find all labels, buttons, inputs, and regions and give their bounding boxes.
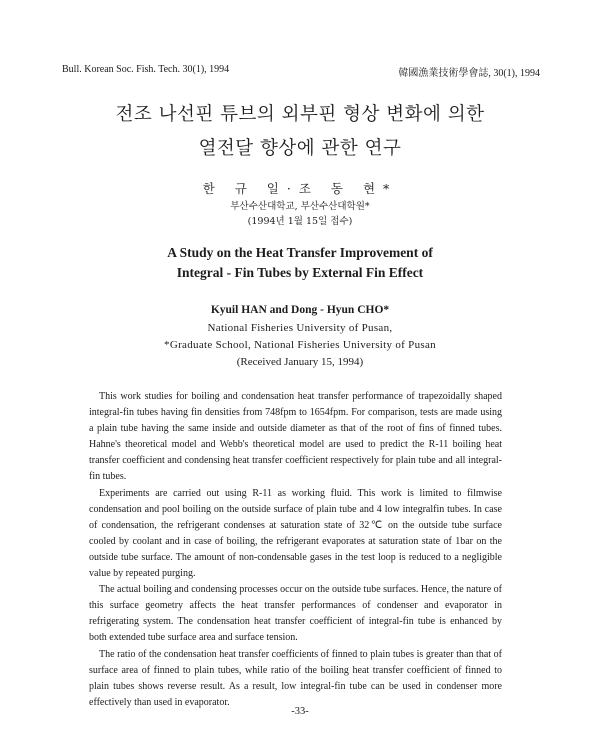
journal-header-english: Bull. Korean Soc. Fish. Tech. 30(1), 1994 xyxy=(62,64,230,75)
english-affiliation-2: *Graduate School, National Fisheries University of Pusan xyxy=(164,339,436,351)
english-title-line-2: Integral - Fin Tubes by External Fin Effect xyxy=(176,265,424,280)
korean-title-line-1: 전조 나선핀 튜브의 외부핀 형상 변화에 의한 xyxy=(115,104,485,125)
english-authors: Kyuil HAN and Dong - Hyun CHO* xyxy=(210,304,390,316)
abstract-paragraph-1: This work studies for boiling and condensation heat transfer performance of trapezoidally shaped integral-fin tubes having fin densities from 748fpm to 1654fpm. For comparison, tests are made using a plain tube having the same inside and outside diameter as that of the root of fins of finned tubes. Hahne's theoretical model and Webb's theoretical model are used to predict the R-11 boiling heat transfer coefficient and condensing heat transfer coefficient respectively for plain tube and all integral-fin tubes. xyxy=(89,391,502,483)
korean-received-date: (1994년 1월 15일 접수) xyxy=(247,216,353,227)
abstract-paragraph-4: The ratio of the condensation heat transfer coefficients of finned to plain tubes is greater than that of surface area of finned to plain tubes, while ratio of the boiling heat transfer coefficient of finned to plain tubes shows reverse result. As a result, low integral-fin tube can be used in condenser more effectively than used in evaporator. xyxy=(89,648,502,708)
english-received-date: (Received January 15, 1994) xyxy=(236,356,364,368)
abstract-paragraph-2: Experiments are carried out using R-11 as working fluid. This work is limited to filmwise condensation and pool boiling on the outside surface of plain tube and 4 low integralfin tubes. In case of condensation, the refrigerant condenses at saturation state of 32℃ on the outside tube surface cooled by coolant and in case of boiling, the refrigerant evaporates at saturation state of 1bar on the outside tube surface. The amount of non-condensable gases in the test loop is reduced to a negligible value by repeated purging. xyxy=(89,487,502,580)
page-number: -33- xyxy=(291,706,309,717)
journal-header-korean: 韓國漁業技術學會誌, 30(1), 1994 xyxy=(398,68,540,79)
english-affiliation-1: National Fisheries University of Pusan, xyxy=(207,322,393,334)
english-title-line-1: A Study on the Heat Transfer Improvement of xyxy=(167,245,433,260)
abstract-paragraph-3: The actual boiling and condensing processes occur on the outside tube surfaces. Hence, the nature of this surface geometry affects the heat transfer performances of condenser and evaporator in refrigerating system. The condensation heat transfer coefficient of integral-fin tube is enhanced by both extended tube surface area and surface tension. xyxy=(89,584,502,644)
korean-affiliation: 부산수산대학교, 부산수산대학원* xyxy=(230,201,370,212)
korean-authors: 한 규 일·조 동 현* xyxy=(202,181,398,196)
abstract xyxy=(89,389,502,711)
korean-title-line-2: 열전달 향상에 관한 연구 xyxy=(198,138,402,159)
